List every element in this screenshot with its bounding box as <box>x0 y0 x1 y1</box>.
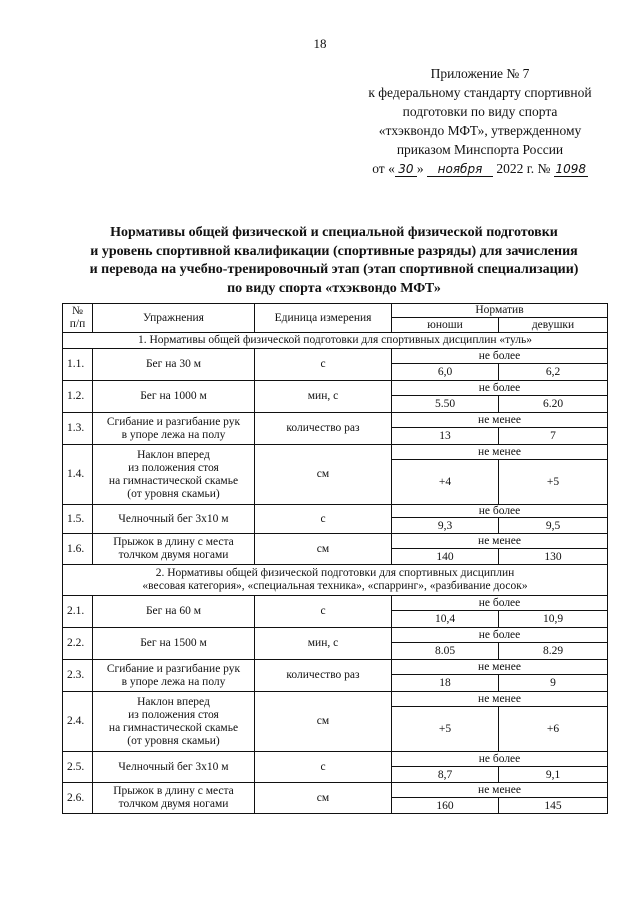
section-title-line: 2. Нормативы общей физической подготовки для спортивных дисциплин <box>155 567 515 579</box>
unit-cell: см <box>255 534 392 565</box>
boys-value: 18 <box>392 675 499 692</box>
appendix-block <box>340 64 620 178</box>
row-number: 1.2. <box>63 381 93 413</box>
table-row <box>63 783 608 798</box>
boys-value: 9,3 <box>392 518 499 534</box>
table-row <box>63 534 608 549</box>
header-number-line: п/п <box>69 318 86 330</box>
table-row <box>63 752 608 767</box>
unit-cell: с <box>255 752 392 783</box>
girls-value: 8.29 <box>499 643 608 660</box>
exercise-line: Бег на 30 м <box>145 358 202 370</box>
row-number: 2.5. <box>63 752 93 783</box>
exercise-cell <box>93 596 255 628</box>
table-row <box>63 413 608 428</box>
section-title <box>63 565 608 596</box>
header-number-line: № <box>72 305 83 317</box>
boys-value: 140 <box>392 549 499 565</box>
row-number: 1.3. <box>63 413 93 445</box>
page-number: 18 <box>313 36 327 51</box>
exercise-line: Бег на 1500 м <box>140 637 207 649</box>
date-month-handwritten: ноября <box>427 162 493 177</box>
title-line: и перевода на учебно-тренировочный этап (этап спортивной специализации) <box>89 262 579 277</box>
girls-value: 6.20 <box>499 396 608 413</box>
condition-cell: не более <box>392 381 608 396</box>
row-number: 1.5. <box>63 505 93 534</box>
document-title <box>56 224 612 298</box>
exercise-line: из положения стоя <box>128 461 219 474</box>
exercise-line: Прыжок в длину с места <box>113 785 234 797</box>
exercise-cell <box>93 413 255 445</box>
exercise-cell <box>93 692 255 752</box>
table-row <box>63 505 608 518</box>
condition-cell: не более <box>392 596 608 611</box>
section-header-row <box>63 333 608 349</box>
exercise-line: Бег на 60 м <box>145 605 202 617</box>
title-line: и уровень спортивной квалификации (спортивные разряды) для зачисления <box>90 243 578 259</box>
condition-cell: не более <box>392 505 608 518</box>
table-row <box>63 381 608 396</box>
exercise-cell <box>93 349 255 381</box>
girls-value: 130 <box>499 549 608 565</box>
exercise-cell <box>93 505 255 534</box>
header-norm: Норматив <box>392 304 608 318</box>
boys-value: 10,4 <box>392 611 499 628</box>
unit-cell: см <box>255 445 392 505</box>
unit-cell: с <box>255 596 392 628</box>
section-header-row <box>63 565 608 596</box>
girls-value: 9,5 <box>499 518 608 534</box>
table-row <box>63 596 608 611</box>
header-exercise: Упражнения <box>93 304 255 333</box>
exercise-line: Бег на 1000 м <box>140 390 207 402</box>
boys-value: 6,0 <box>392 364 499 381</box>
girls-value: 9,1 <box>499 767 608 783</box>
header-girls: девушки <box>499 318 608 333</box>
appendix-line: к федеральному стандарту спортивной <box>368 85 592 100</box>
exercise-line: Челночный бег 3х10 м <box>118 760 229 773</box>
row-number: 1.4. <box>63 445 93 505</box>
girls-value: 10,9 <box>499 611 608 628</box>
unit-cell: см <box>255 783 392 814</box>
exercise-cell <box>93 534 255 565</box>
table-row <box>63 692 608 707</box>
exercise-line: на гимнастической скамье <box>108 721 239 734</box>
girls-value: +6 <box>499 707 608 752</box>
condition-cell: не более <box>392 349 608 364</box>
table-header-row <box>63 304 608 318</box>
exercise-line: толчком двумя ногами <box>118 798 229 810</box>
girls-value: 7 <box>499 428 608 445</box>
row-number: 2.1. <box>63 596 93 628</box>
exercise-line: Челночный бег 3х10 м <box>118 512 229 525</box>
boys-value: 8.05 <box>392 643 499 660</box>
title-line: Нормативы общей физической и специальной физической подготовки <box>110 225 558 240</box>
unit-cell: с <box>255 349 392 381</box>
date-mid: » <box>416 161 424 176</box>
exercise-line: (от уровня скамьи) <box>127 734 220 747</box>
girls-value: +5 <box>499 460 608 505</box>
table-row <box>63 349 608 364</box>
exercise-line: Наклон вперед <box>137 695 210 708</box>
exercise-line: Сгибание и разгибание рук <box>106 415 241 428</box>
unit-cell: с <box>255 505 392 534</box>
section-title-line: «весовая категория», «специальная техника», «спарринг», «разбивание досок» <box>142 580 528 592</box>
exercise-cell <box>93 628 255 660</box>
row-number: 2.3. <box>63 660 93 692</box>
boys-value: 13 <box>392 428 499 445</box>
exercise-line: в упоре лежа на полу <box>121 675 226 688</box>
boys-value: 8,7 <box>392 767 499 783</box>
unit-cell: мин, с <box>255 628 392 660</box>
exercise-line: на гимнастической скамье <box>108 474 239 487</box>
exercise-line: Сгибание и разгибание рук <box>106 662 241 675</box>
date-year: 2022 г. № <box>496 161 551 176</box>
table-row <box>63 628 608 643</box>
girls-value: 9 <box>499 675 608 692</box>
exercise-line: (от уровня скамьи) <box>127 487 220 500</box>
appendix-title: Приложение № 7 <box>430 66 530 81</box>
condition-cell: не более <box>392 628 608 643</box>
appendix-line: «тхэквондо МФТ», утвержденному <box>378 123 582 138</box>
title-line: по виду спорта «тхэквондо МФТ» <box>227 280 441 296</box>
row-number: 1.1. <box>63 349 93 381</box>
girls-value: 6,2 <box>499 364 608 381</box>
unit-cell: количество раз <box>255 660 392 692</box>
condition-cell: не менее <box>392 692 608 707</box>
unit-cell: количество раз <box>255 413 392 445</box>
condition-cell: не менее <box>392 445 608 460</box>
row-number: 1.6. <box>63 534 93 565</box>
exercise-cell <box>93 783 255 814</box>
condition-cell: не менее <box>392 534 608 549</box>
order-number-handwritten: 1098 <box>555 162 587 176</box>
date-prefix: от « <box>372 161 395 176</box>
appendix-date-line <box>340 159 620 178</box>
section-title: 1. Нормативы общей физической подготовки для спортивных дисциплин «туль» <box>63 333 608 349</box>
boys-value: 5.50 <box>392 396 499 413</box>
table-row <box>63 445 608 460</box>
unit-cell: см <box>255 692 392 752</box>
exercise-cell <box>93 660 255 692</box>
header-number <box>63 304 93 333</box>
header-boys: юноши <box>392 318 499 333</box>
row-number: 2.4. <box>63 692 93 752</box>
boys-value: +5 <box>392 707 499 752</box>
exercise-line: в упоре лежа на полу <box>121 428 226 441</box>
condition-cell: не менее <box>392 783 608 798</box>
header-unit: Единица измерения <box>255 304 392 333</box>
boys-value: +4 <box>392 460 499 505</box>
appendix-line: приказом Минспорта России <box>396 142 564 157</box>
table-row <box>63 660 608 675</box>
exercise-line: толчком двумя ногами <box>118 549 229 561</box>
appendix-line: подготовки по виду спорта <box>402 104 558 119</box>
row-number: 2.6. <box>63 783 93 814</box>
exercise-line: Прыжок в длину с места <box>113 536 234 548</box>
boys-value: 160 <box>392 798 499 814</box>
exercise-line: Наклон вперед <box>137 448 210 461</box>
standards-table <box>62 303 608 814</box>
exercise-cell <box>93 445 255 505</box>
exercise-cell <box>93 381 255 413</box>
condition-cell: не более <box>392 752 608 767</box>
condition-cell: не менее <box>392 413 608 428</box>
unit-cell: мин, с <box>255 381 392 413</box>
date-day-handwritten: 30 <box>395 162 417 177</box>
exercise-cell <box>93 752 255 783</box>
girls-value: 145 <box>499 798 608 814</box>
row-number: 2.2. <box>63 628 93 660</box>
condition-cell: не менее <box>392 660 608 675</box>
exercise-line: из положения стоя <box>128 708 219 721</box>
